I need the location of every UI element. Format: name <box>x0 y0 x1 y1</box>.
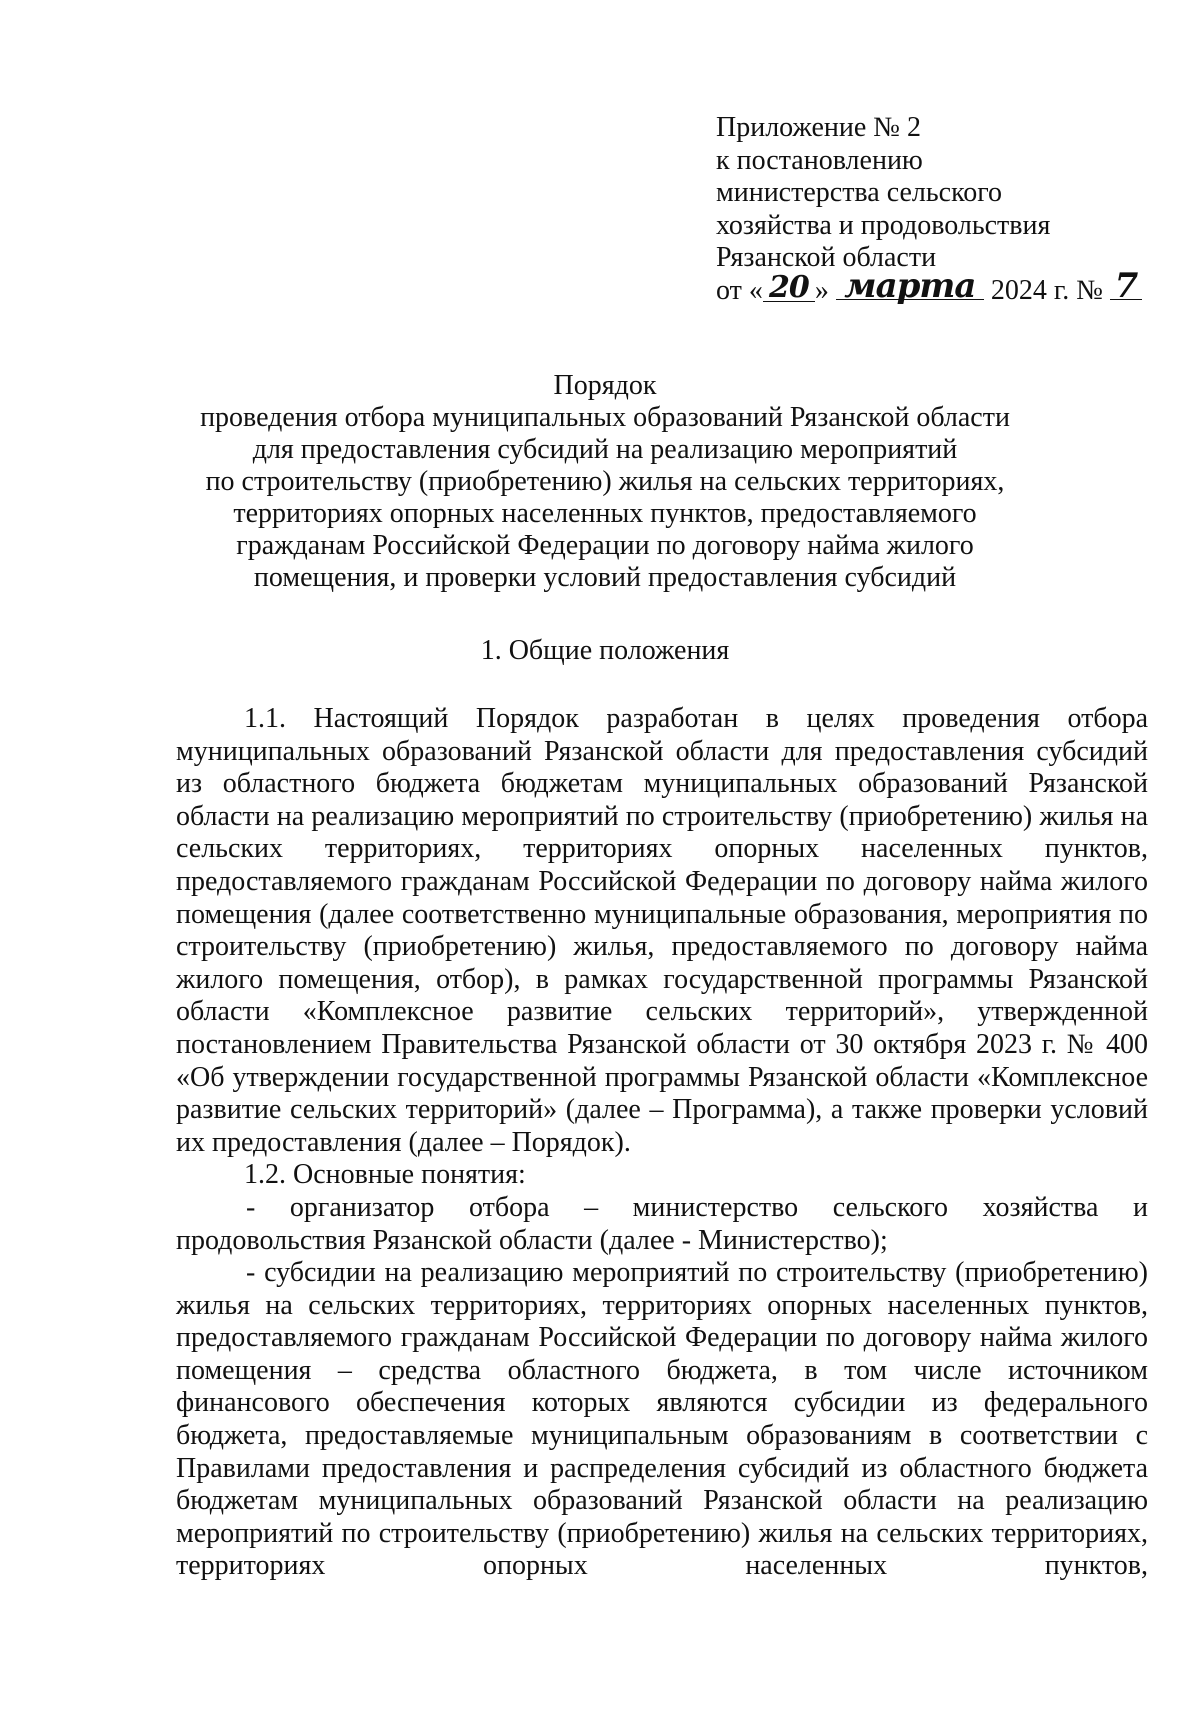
title-heading: Порядок <box>553 370 657 401</box>
title-line: по строительству (приобретению) жилья на сельских территориях, <box>205 466 1005 497</box>
paragraph-1-1: 1.1. Настоящий Порядок разработан в целях проведения отбора муниципальных образований Рязанской области для предоставления субсидий из областного бюджета бюджетам муниципальных образований Рязанской области на реализацию мероприятий по строительству (приобретению) жилья на сельских территориях, территориях опорных населенных пунктов, предоставляемого гражданам Российской Федерации по договору найма жилого помещения (далее соответственно муниципальные образования, мероприятия по строительству (приобретению) жилья, предоставляемого по договору найма жилого помещения, отбор), в рамках государственной программы Рязанской области «Комплексное развитие сельских территорий», утвержденной постановлением Правительства Рязанской области от 30 октября 2023 г. № 400 «Об утверждении государственной программы Рязанской области «Комплексное развитие сельских территорий» (далее – Программа), а также проверки условий их предоставления (далее – Порядок). <box>176 703 1148 1158</box>
section-heading: 1. Общие положения <box>480 635 730 666</box>
title-line: для предоставления субсидий на реализацию мероприятий <box>252 434 958 465</box>
appendix-line: хозяйства и продовольствия <box>716 209 1051 241</box>
document-body <box>176 703 1148 1583</box>
appendix-date-line <box>716 265 1156 308</box>
appendix-line: Рязанской области <box>716 242 937 273</box>
date-separator: » <box>814 274 829 306</box>
definition-item: - организатор отбора – министерство сельского хозяйства и продовольствия Рязанской области (далее - Министерство); <box>176 1191 1148 1256</box>
date-prefix: от « <box>716 274 763 306</box>
appendix-line: министерства сельского <box>716 177 1003 208</box>
appendix-header <box>716 112 1156 307</box>
appendix-line: к постановлению <box>716 144 923 176</box>
date-year: 2024 г. № <box>990 274 1103 306</box>
title-line: помещения, и проверки условий предоставления субсидий <box>253 562 957 593</box>
title-line: проведения отбора муниципальных образований Рязанской области <box>200 402 1010 433</box>
handwritten-day: 20 <box>763 275 815 302</box>
handwritten-month: марта <box>836 273 984 300</box>
appendix-number: Приложение № 2 <box>716 112 921 143</box>
title-line: территориях опорных населенных пунктов, предоставляемого <box>233 498 977 529</box>
definition-item: - субсидии на реализацию мероприятий по строительству (приобретению) жилья на сельских территориях, территориях опорных населенных пунктов, предоставляемого гражданам Российской Федерации по договору найма жилого помещения – средства областного бюджета, в том числе источником финансового обеспечения которых являются субсидии из федерального бюджета, предоставляемые муниципальным образованиям в соответствии с Правилами предоставления и распределения субсидий из областного бюджета бюджетам муниципальных образований Рязанской области на реализацию мероприятий по строительству (приобретению) жилья на сельских территориях, территориях опорных населенных пунктов, <box>176 1257 1148 1582</box>
paragraph-1-2: 1.2. Основные понятия: <box>244 1159 526 1191</box>
title-line: гражданам Российской Федерации по договору найма жилого <box>236 530 974 561</box>
handwritten-doc-number: 7 <box>1110 273 1142 300</box>
document-title <box>160 370 1050 594</box>
